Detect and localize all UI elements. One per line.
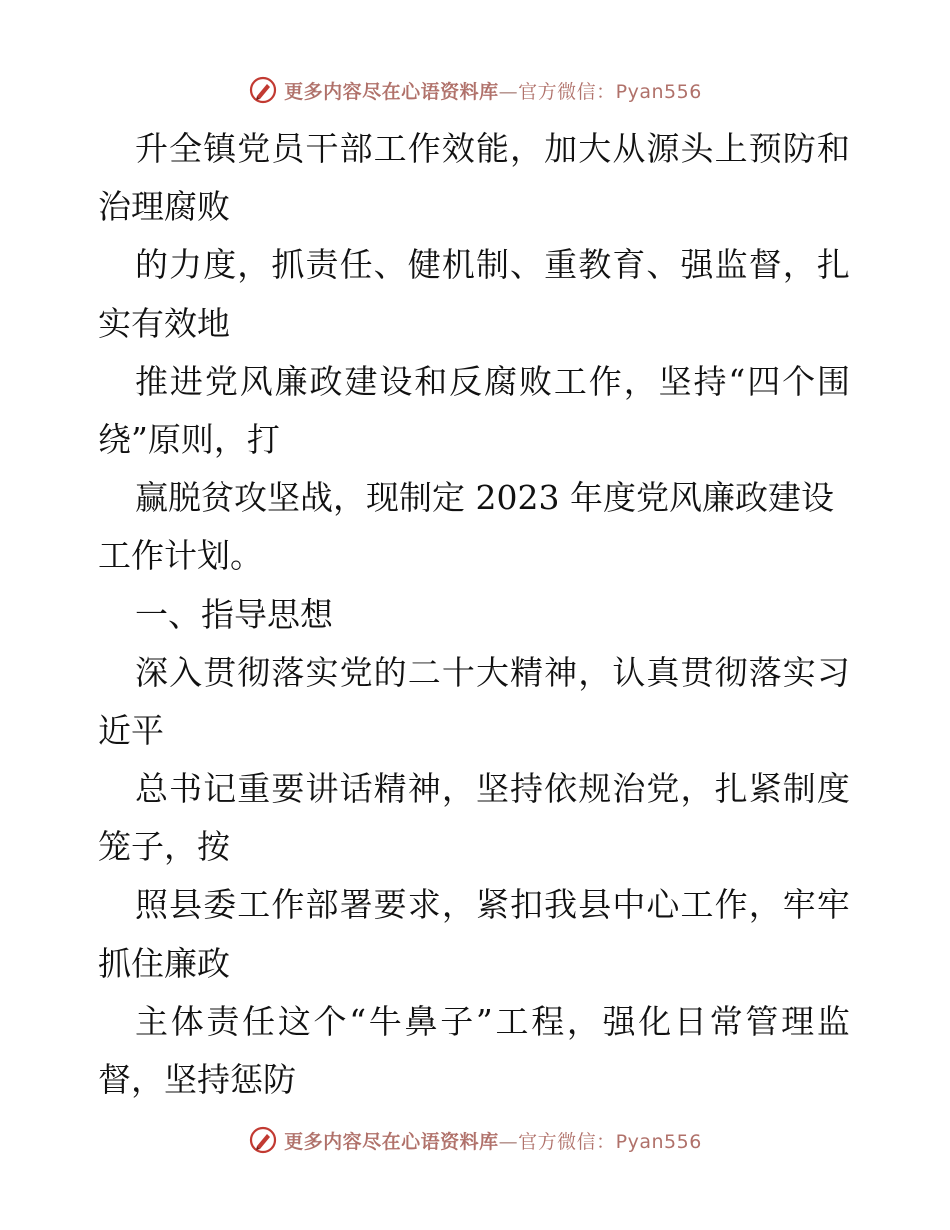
- paragraph-line: 总 书 记 重 要 讲 话 精 神 ， 坚 持 依 规 治 党 ， 扎 紧 制 度: [135, 769, 850, 809]
- paragraph-line: 实有效地: [98, 303, 230, 343]
- paragraph-line: 升 全 镇 党 员 干 部 工 作 效 能 ， 加 大 从 源 头 上 预 防 和: [135, 129, 850, 168]
- paragraph-line: 的 力 度 ， 抓 责 任 、 健 机 制 、 重 教 育 、 强 监 督 ， 扎: [135, 245, 850, 285]
- banner-wechat-text: 官方微信：Pyan556: [518, 80, 702, 103]
- paragraph-line: 治理腐败: [98, 187, 230, 227]
- paragraph-line: 近平: [98, 710, 164, 750]
- banner-text: [284, 1127, 702, 1154]
- paragraph-line: 照 县 委 工 作 部 署 要 求 ， 紧 扣 我 县 中 心 工 作 ， 牢 牢: [135, 885, 850, 925]
- document-body: [98, 120, 858, 1109]
- paragraph-line: 赢脱贫攻坚战，现制定 2023 年度党风廉政建设: [135, 478, 834, 518]
- banner-text: [284, 77, 702, 104]
- paragraph-line: 笼子，按: [98, 827, 230, 867]
- paragraph-line: 绕”原则，打: [98, 419, 280, 459]
- pen-logo-icon: [248, 1125, 278, 1155]
- paragraph-line: 推 进 党 风 廉 政 建 设 和 反 腐 败 工 作 ， 坚 持 “ 四 个 围: [135, 361, 850, 401]
- banner-main-text: 更多内容尽在心语资料库: [284, 80, 499, 103]
- footer-watermark-banner: [0, 1120, 950, 1160]
- banner-dash: —: [498, 80, 519, 103]
- paragraph-line: 督，坚持惩防: [98, 1060, 296, 1099]
- paragraph-line: 一、指导思想: [135, 594, 333, 634]
- banner-dash: —: [498, 1130, 519, 1153]
- banner-wechat-text: 官方微信：Pyan556: [518, 1130, 702, 1153]
- paragraph-line: 工作计划。: [98, 536, 263, 576]
- header-watermark-banner: [0, 70, 950, 110]
- pen-logo-icon: [248, 75, 278, 105]
- paragraph-line: 深 入 贯 彻 落 实 党 的 二 十 大 精 神 ， 认 真 贯 彻 落 实 习: [135, 652, 850, 692]
- banner-main-text: 更多内容尽在心语资料库: [284, 1130, 499, 1153]
- paragraph-line: 抓住廉政: [98, 943, 230, 983]
- paragraph-line: 主 体 责 任 这 个 “ 牛 鼻 子 ” 工 程 ， 强 化 日 常 管 理 监: [135, 1001, 850, 1041]
